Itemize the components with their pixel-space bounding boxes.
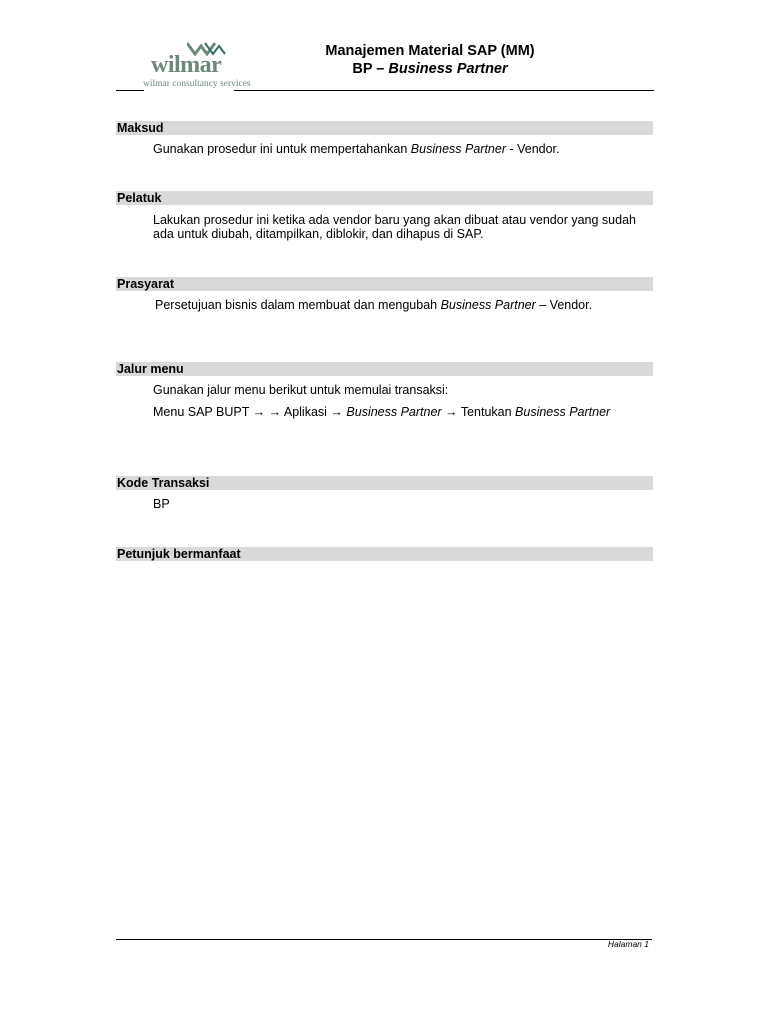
arrow-icon: → (445, 405, 458, 419)
subtitle-italic: Business Partner (388, 61, 508, 77)
section-heading-petunjuk: Petunjuk bermanfaat (116, 547, 653, 561)
arrow-icon: → (268, 405, 282, 419)
menu-path-intro: Gunakan jalur menu berikut untuk memulai transaksi: (153, 383, 449, 397)
path-segment-italic: Business Partner (346, 405, 442, 419)
section-text-maksud (153, 142, 653, 156)
menu-path (153, 405, 653, 419)
path-segment: Menu SAP BUPT (153, 405, 253, 419)
company-logo (143, 42, 251, 94)
text-italic: Business Partner (440, 298, 536, 312)
logo-tagline: wilmar consultancy services (143, 79, 251, 89)
header-rule (234, 90, 654, 91)
path-segment: Aplikasi (281, 405, 331, 419)
section-text-pelatuk: Lakukan prosedur ini ketika ada vendor baru yang akan dibuat atau vendor yang sudah ada untuk diubah, ditampilkan, diblokir, dan dihapus di SAP. (153, 213, 636, 241)
path-segment: Tentukan (457, 405, 516, 419)
text-segment: – Vendor. (535, 298, 593, 312)
subtitle-prefix: BP – (352, 61, 389, 77)
section-text-prasyarat (155, 298, 655, 312)
header-rule (116, 90, 144, 91)
document-subtitle (280, 61, 580, 77)
section-heading-kode-transaksi: Kode Transaksi (116, 476, 653, 490)
logo-wordmark: wilmar (151, 52, 222, 78)
section-heading-pelatuk: Pelatuk (116, 191, 653, 205)
transaction-code: BP (153, 497, 170, 511)
path-segment-italic: Business Partner (515, 405, 611, 419)
text-segment: Gunakan prosedur ini untuk mempertahankan (153, 142, 411, 156)
section-heading-jalur-menu: Jalur menu (116, 362, 653, 376)
page-number: Halaman 1 (607, 939, 649, 949)
arrow-icon: → (252, 405, 266, 419)
section-heading-prasyarat: Prasyarat (116, 277, 653, 291)
text-italic: Business Partner (410, 142, 506, 156)
section-heading-maksud: Maksud (116, 121, 653, 135)
text-segment: Persetujuan bisnis dalam membuat dan mengubah (155, 298, 441, 312)
arrow-icon: → (330, 405, 343, 419)
document-title: Manajemen Material SAP (MM) (325, 43, 535, 59)
text-segment: - Vendor. (505, 142, 560, 156)
